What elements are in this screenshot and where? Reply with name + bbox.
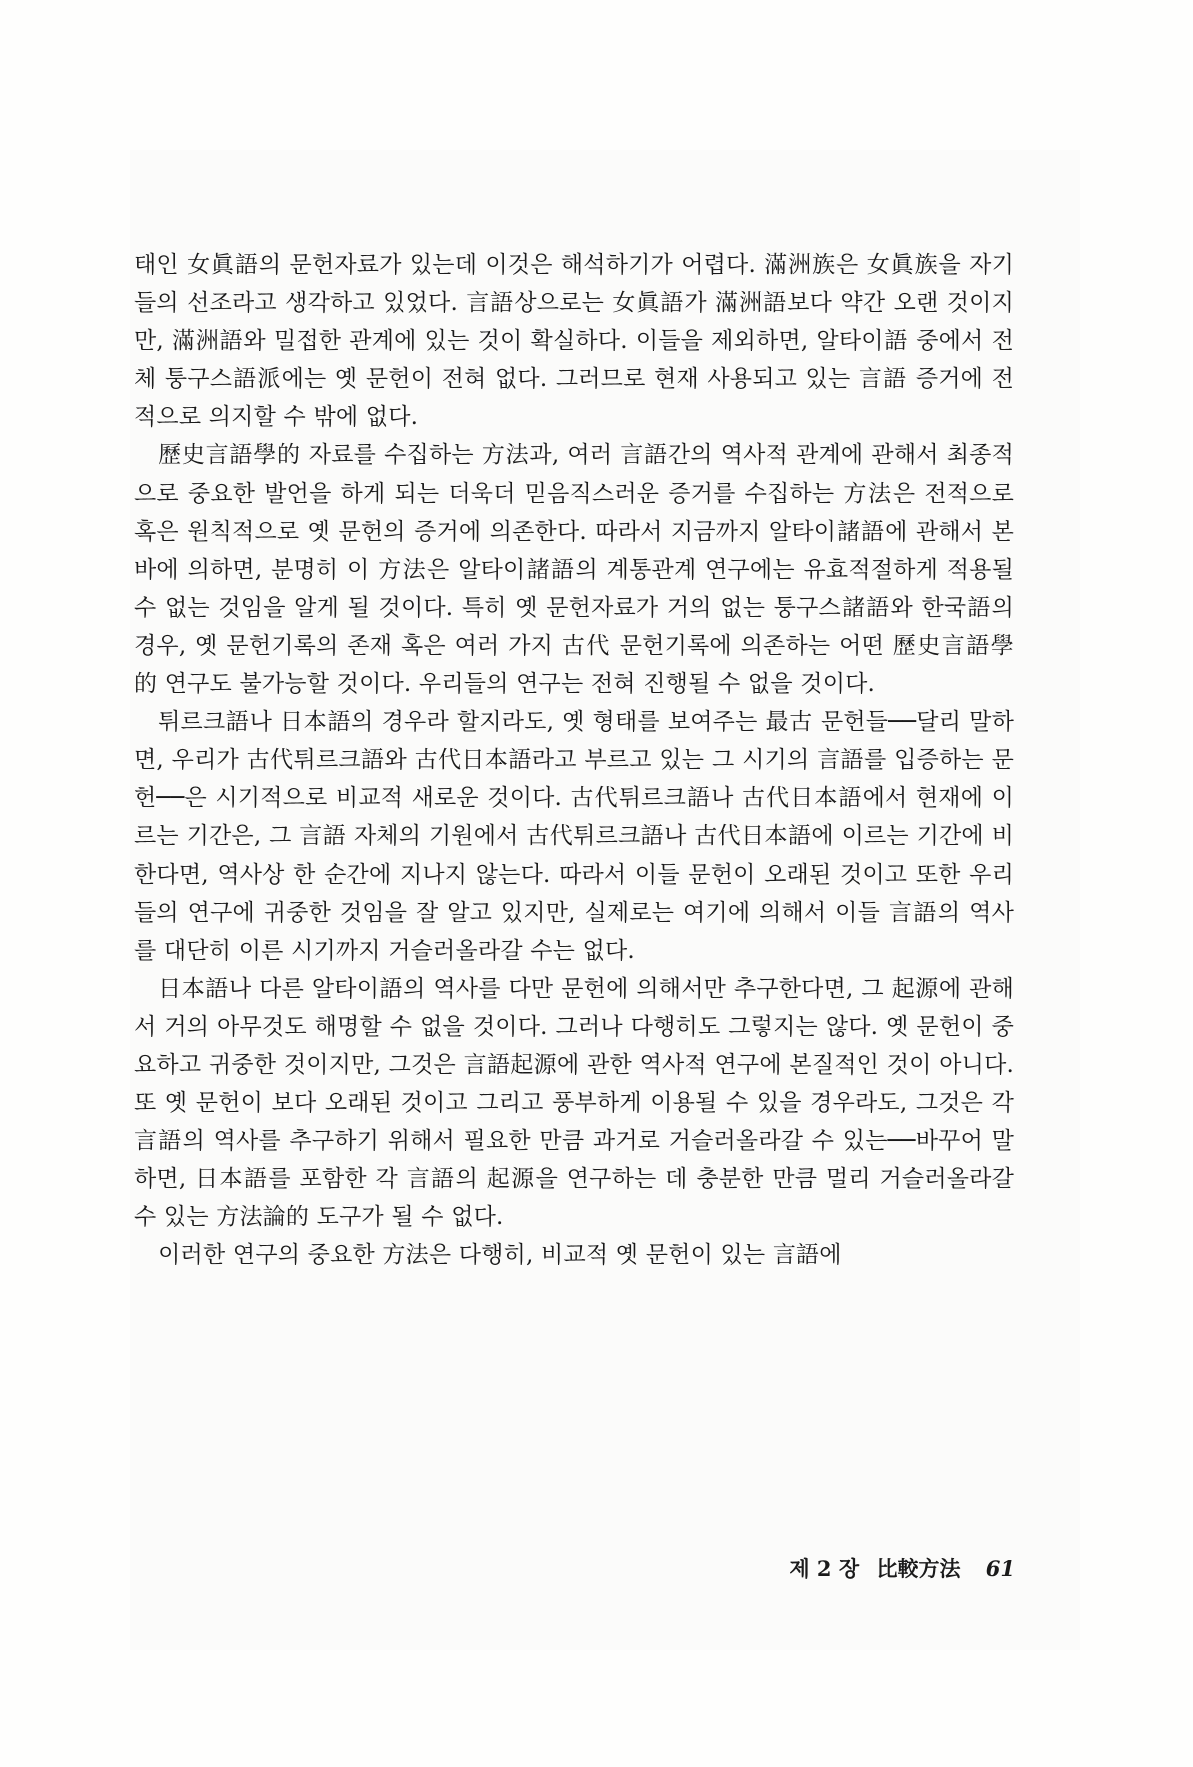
paragraph-1: 태인 女眞語의 문헌자료가 있는데 이것은 해석하기가 어렵다. 滿洲族은 女眞族을 자기들의 선조라고 생각하고 있었다. 言語상으로는 女眞語가 滿洲語보다 약간 오랜 것이지만, 滿洲語와 밀접한 관계에 있는 것이 확실하다. 이들을 제외하면, 알타이語 중에서 전체 퉁구스語派에는 옛 문헌이 전혀 없다. 그러므로 현재 사용되고 있는 言語 증거에 전적으로 의지할 수 밖에 없다. xyxy=(134,252,1014,431)
chapter-label: 제 2 장 xyxy=(789,1556,860,1581)
paragraph-5: 이러한 연구의 중요한 方法은 다행히, 비교적 옛 문헌이 있는 言語에 xyxy=(158,1242,842,1269)
body-text xyxy=(134,246,1014,1275)
paragraph-4: 日本語나 다른 알타이語의 역사를 다만 문헌에 의해서만 추구한다면, 그 起源에 관해서 거의 아무것도 해명할 수 없을 것이다. 그러나 다행히도 그렇지는 않다. 옛 문헌이 중요하고 귀중한 것이지만, 그것은 言語起源에 관한 역사적 연구에 본질적인 것이 아니다. 또 옛 문헌이 보다 오래된 것이고 그리고 풍부하게 이용될 수 있을 경우라도, 그것은 각 言語의 역사를 추구하기 위해서 필요한 만큼 과거로 거슬러올라갈 수 있는──바꾸어 말하면, 日本語를 포함한 각 言語의 起源을 연구하는 데 충분한 만큼 멀리 거슬러올라갈 수 있는 方法論的 도구가 될 수 없다. xyxy=(134,975,1014,1231)
paragraph-2: 歷史言語學的 자료를 수집하는 方法과, 여러 言語간의 역사적 관계에 관해서 최종적으로 중요한 발언을 하게 되는 더욱더 믿음직스러운 증거를 수집하는 方法은 전적으로 혹은 원칙적으로 옛 문헌의 증거에 의존한다. 따라서 지금까지 알타이諸語에 관해서 본 바에 의하면, 분명히 이 方法은 알타이諸語의 계통관계 연구에는 유효적절하게 적용될 수 없는 것임을 알게 될 것이다. 특히 옛 문헌자료가 거의 없는 퉁구스諸語와 한국語의 경우, 옛 문헌기록의 존재 혹은 여러 가지 古代 문헌기록에 의존하는 어떤 歷史言語學的 연구도 불가능할 것이다. 우리들의 연구는 전혀 진행될 수 없을 것이다. xyxy=(134,442,1014,698)
section-title: 比較方法 xyxy=(876,1556,961,1581)
paragraph-3: 튀르크語나 日本語의 경우라 할지라도, 옛 형태를 보여주는 最古 문헌들──달리 말하면, 우리가 古代튀르크語와 古代日本語라고 부르고 있는 그 시기의 言語를 입증하는 문헌──은 시기적으로 비교적 새로운 것이다. 古代튀르크語나 古代日本語에서 현재에 이르는 기간은, 그 言語 자체의 기원에서 古代튀르크語나 古代日本語에 이르는 기간에 비한다면, 역사상 한 순간에 지나지 않는다. 따라서 이들 문헌이 오래된 것이고 또한 우리들의 연구에 귀중한 것임을 잘 알고 있지만, 실제로는 여기에 의해서 이들 言語의 역사를 대단히 이른 시기까지 거슬러올라갈 수는 없다. xyxy=(134,709,1014,964)
page-number: 61 xyxy=(985,1556,1015,1581)
running-footer xyxy=(789,1553,1015,1583)
